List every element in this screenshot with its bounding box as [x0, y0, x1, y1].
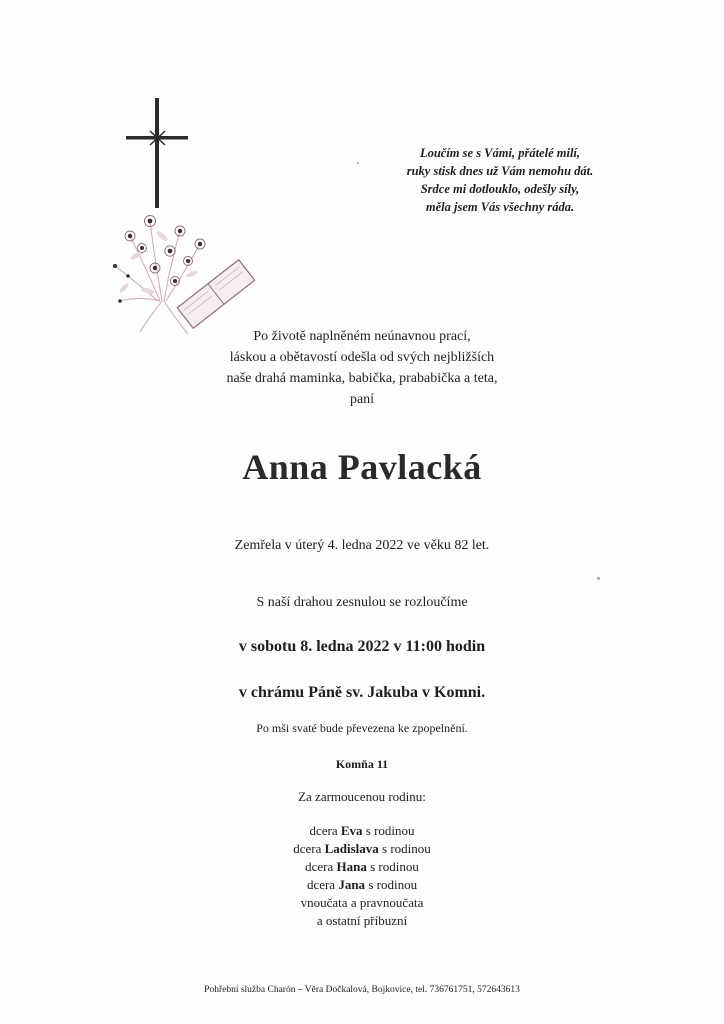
cremation-note: Po mši svaté bude převezena ke zpopelnění.	[256, 721, 468, 735]
family-member: dcera Jana s rodinou	[306, 877, 418, 892]
funeral-service-footer: Pohřební služba Charón – Věra Dočkalová, Bojkovice, tel. 736761751, 572643613	[204, 985, 520, 995]
farewell-datetime: v sobotu 8. ledna 2022 v 11:00 hodin	[238, 638, 486, 655]
intro-line: naše drahá maminka, babička, prababička a teta,	[226, 371, 498, 386]
intro-line: láskou a obětavostí odešla od svých nejbližších	[229, 350, 495, 365]
farewell-poem	[380, 144, 620, 216]
intro-text	[0, 326, 724, 410]
family-list	[0, 822, 724, 930]
on-behalf-of-family: Za zarmoucenou rodinu:	[298, 789, 426, 804]
family-member: vnoučata a pravnoučata	[300, 895, 424, 910]
poem-line: měla jsem Vás všechny ráda.	[425, 200, 575, 214]
death-notice: Zemřela v úterý 4. ledna 2022 ve věku 82 let.	[234, 538, 490, 553]
farewell-place: v chrámu Páně sv. Jakuba v Komni.	[238, 684, 486, 701]
poem-line: Srdce mi dotlouklo, odešly síly,	[420, 182, 580, 196]
poem-line: ruky stisk dnes už Vám nemohu dát.	[406, 164, 594, 178]
family-member: dcera Eva s rodinou	[309, 823, 415, 838]
intro-line: paní	[349, 392, 375, 407]
cross-with-flowers-and-book-icon	[100, 96, 260, 336]
family-member: dcera Hana s rodinou	[305, 859, 419, 874]
farewell-text: S naší drahou zesnulou se rozloučíme	[256, 595, 468, 610]
family-address: Komňa 11	[335, 757, 389, 771]
scan-speck	[357, 162, 359, 164]
deceased-name: Anna Pavlacká	[242, 447, 482, 487]
family-member: dcera Ladislava s rodinou	[293, 841, 431, 856]
poem-line: Loučím se s Vámi, přátelé milí,	[419, 146, 581, 160]
intro-line: Po životě naplněném neúnavnou prací,	[253, 329, 471, 344]
scan-speck	[597, 577, 600, 580]
family-member: a ostatní příbuzní	[316, 913, 408, 928]
